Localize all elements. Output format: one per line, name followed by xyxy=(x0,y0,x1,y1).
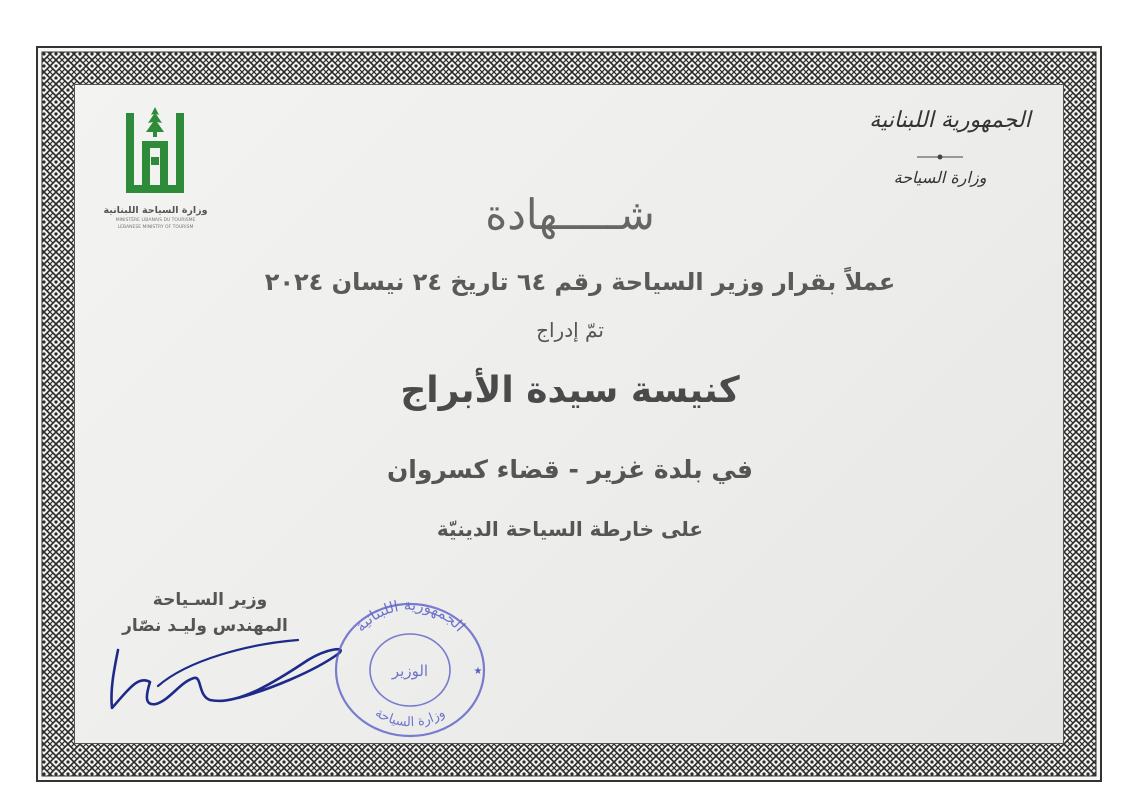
location-line: في بلدة غزير - قضاء كسروان xyxy=(386,455,754,484)
stamp-bottom-text: وزارة السياحة xyxy=(372,705,448,731)
included-line: تمّ إدراج xyxy=(536,318,604,342)
logo-arabic-caption: وزارة السياحة اللبنانية xyxy=(103,205,208,216)
stamp-star-icon: ★ xyxy=(473,666,483,677)
minister-name: المهندس وليـد نصّار xyxy=(122,616,288,636)
header-ornament xyxy=(915,150,965,164)
minister-title: وزير السـياحة xyxy=(152,590,268,610)
logo-english-caption: LEBANESE MINISTRY OF TOURISM xyxy=(117,225,194,230)
ministry-header: وزارة السياحة xyxy=(893,168,987,187)
ministry-logo xyxy=(118,105,193,203)
decree-line: عملاً بقرار وزير السياحة رقم ٦٤ تاريخ ٢٤ نيسان ٢٠٢٤ xyxy=(264,268,896,296)
stamp-center-text: الوزير xyxy=(391,662,429,680)
map-line: على خارطة السياحة الدينيّة xyxy=(436,517,704,541)
republic-header: الجمهورية اللبنانية xyxy=(869,108,1031,133)
church-name: كنيسة سيدة الأبراج xyxy=(400,370,740,411)
logo-french-caption: MINISTÈRE LIBANAIS DU TOURISME xyxy=(115,218,196,223)
official-stamp xyxy=(330,598,490,738)
certificate-title: شـــــهادة xyxy=(485,190,655,239)
svg-text:الجمهورية اللبنانية xyxy=(351,598,469,635)
svg-text:وزارة السياحة xyxy=(372,706,447,731)
handwritten-signature xyxy=(98,620,368,720)
stamp-outer-text: الجمهورية اللبنانية xyxy=(351,598,469,636)
